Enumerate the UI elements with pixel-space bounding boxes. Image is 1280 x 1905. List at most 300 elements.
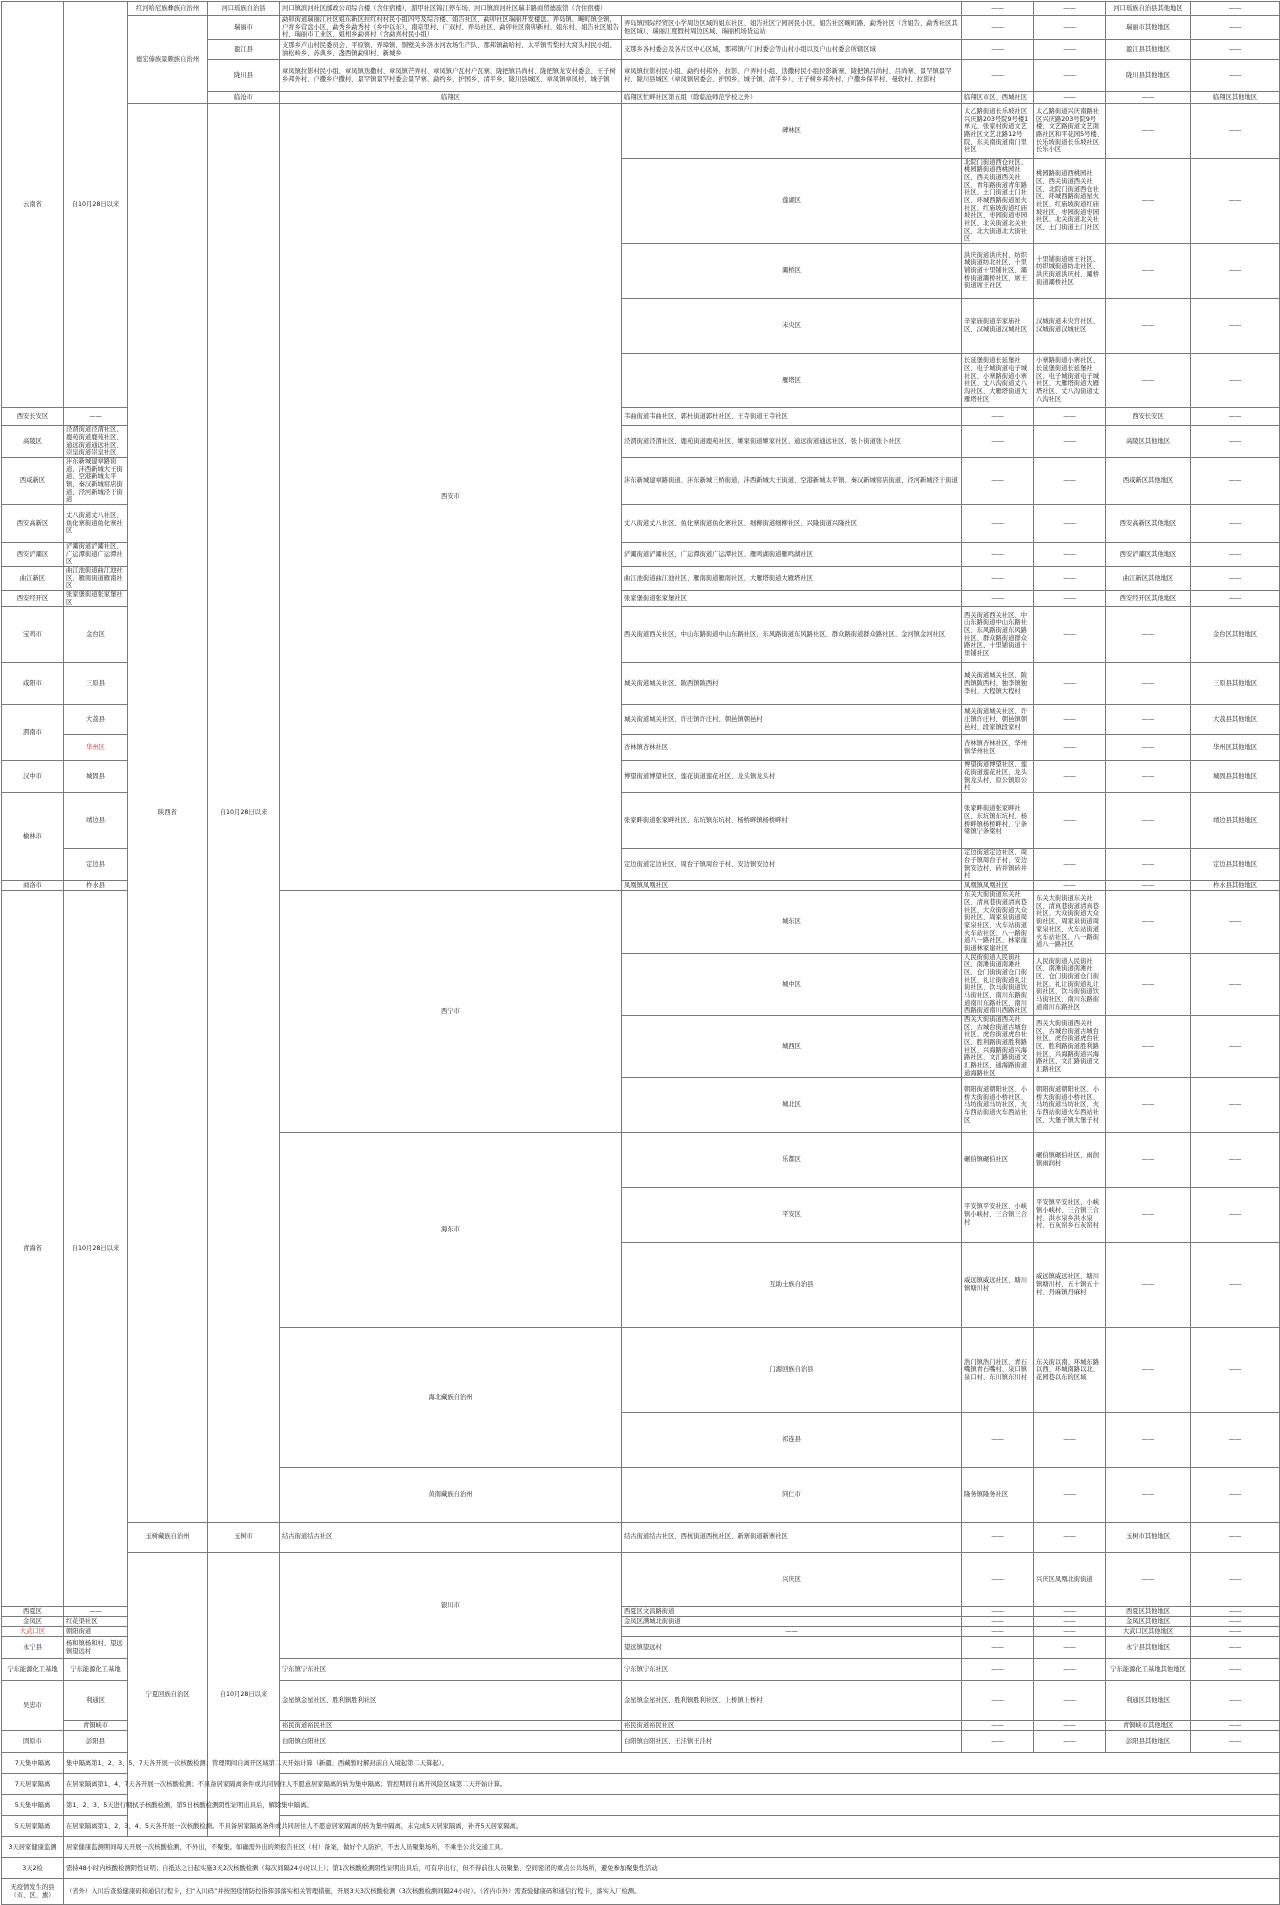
- empty-cell: ——: [1191, 1522, 1280, 1552]
- empty-cell: ——: [1034, 1522, 1106, 1552]
- table-cell: 西夏区: [2, 1607, 64, 1617]
- empty-cell: ——: [1034, 426, 1106, 458]
- empty-cell: ——: [1034, 1721, 1106, 1731]
- table-cell: 西安浐灞区: [2, 542, 64, 566]
- empty-cell: ——: [1034, 590, 1106, 606]
- empty-cell: ——: [1191, 542, 1280, 566]
- table-cell: 临沧市: [208, 92, 280, 104]
- table-cell: 朝阳街道: [64, 1627, 128, 1637]
- table-cell: 门源回族自治县: [622, 1327, 962, 1412]
- table-cell: 凤凰镇凤凰社区: [622, 881, 962, 891]
- table-cell: 瑞丽市: [208, 16, 280, 40]
- empty-cell: ——: [1034, 16, 1106, 40]
- table-cell: 博望街道博望社区、莲花街道莲花社区、龙头镇龙头村: [622, 761, 962, 793]
- table-cell: 汉城街道未央宫社区、汉城街道汉城社区: [1034, 298, 1106, 353]
- empty-cell: ——: [1106, 1133, 1191, 1188]
- empty-cell: ——: [1106, 92, 1191, 104]
- note-text: 在居家隔离第1、4、7天各开展一次核酸检测；不具备居家隔离条件或共同居住人不愿意居家隔离的转为集中隔离；管控期间自离开风险区域第二天开始计算。: [64, 1774, 1280, 1795]
- table-cell: 三原县: [64, 663, 128, 705]
- empty-cell: ——: [1191, 953, 1280, 1015]
- empty-cell: ——: [962, 1522, 1034, 1552]
- empty-cell: ——: [1034, 793, 1106, 849]
- empty-cell: ——: [1191, 1133, 1280, 1188]
- note-text: 在居家隔离第1、2、3、4、5天各开展一次核酸检测。不具备居家隔离条件或共同居住人不愿意居家隔离的转为集中隔离，未完成5天居家隔离，补齐5天居家隔离。: [64, 1816, 1280, 1837]
- empty-cell: ——: [1106, 891, 1191, 953]
- table-row: [2, 2, 1280, 16]
- table-cell: 灞桥区: [622, 244, 962, 299]
- empty-cell: ——: [1191, 1242, 1280, 1327]
- empty-cell: ——: [1034, 1731, 1106, 1753]
- table-cell: 雁塔区: [622, 353, 962, 408]
- empty-cell: ——: [1191, 1552, 1280, 1607]
- table-row: [2, 1552, 1280, 1607]
- empty-cell: ——: [962, 1721, 1034, 1731]
- table-cell: 张家堡街道张家堡社区: [622, 590, 962, 606]
- table-cell: 张家畔街道张家畔社区、东坑镇东坑村、杨桥畔镇杨桥畔村: [622, 793, 962, 849]
- empty-cell: ——: [1191, 504, 1280, 542]
- empty-cell: ——: [1106, 1078, 1191, 1133]
- table-cell: 支那乡各村委会及各片区中心区域，那邦镇户门村委会等山村小组以及户山村委会所辖区域: [622, 40, 962, 60]
- table-cell: 临翔区: [280, 92, 622, 104]
- risk-area-table: [1, 1, 1280, 1905]
- empty-cell: ——: [64, 1607, 128, 1617]
- note-row: [2, 1774, 1280, 1795]
- table-cell: 长延堡街道长延堡社区、电子城街道电子城社区、小寨路街道小寨社区、丈八沟街道丈八沟社区、大雁塔街道大雁塔社区: [962, 353, 1034, 408]
- table-cell: 永宁县其他地区: [1106, 1637, 1191, 1659]
- table-cell: 碾伯镇碾伯社区、雨润镇雨润村: [1034, 1133, 1106, 1188]
- empty-cell: ——: [1191, 1187, 1280, 1242]
- table-cell: 高陵区: [2, 426, 64, 458]
- empty-cell: ——: [1106, 158, 1191, 243]
- empty-cell: ——: [1191, 1468, 1280, 1523]
- table-cell: 沣东新城建章路街道、沣东新城三桥街道、沣西新城大王街道、空港新城太平镇、秦汉新城窑店街道、泾河新城泾干街道: [622, 457, 962, 504]
- empty-cell: ——: [1034, 761, 1106, 793]
- table-cell: 浐灞街道浐灞社区、广运潭街道广运潭社区、雁鸣湖街道雁鸣湖社区: [622, 542, 962, 566]
- note-text: 第1、2、3、5天进行咽拭子核酸检测，第5日核酸检测阴性证明出具后，解除集中隔离。: [64, 1795, 1280, 1816]
- table-cell: 定边街道定边社区、周台子镇周台子村、安边镇安边村: [622, 849, 962, 881]
- empty-cell: ——: [1106, 1016, 1191, 1078]
- empty-cell: ——: [1106, 1327, 1191, 1412]
- table-cell: 咸阳市: [2, 663, 64, 705]
- empty-cell: ——: [1034, 849, 1106, 881]
- empty-cell: ——: [962, 1637, 1034, 1659]
- empty-cell: ——: [1191, 1627, 1280, 1637]
- table-cell: 弄岛镇国际经贸区小学周边区域的姐东社区、姐告社区宁园居民小区，姐告社区畹町路、勐秀社区（含姐告、勐秀社区其他区域）、瑞丽江度假村周边区域、瑞丽机场货运站: [622, 16, 962, 40]
- table-cell: 曲江新区: [2, 566, 64, 590]
- table-cell: 东关大街街道东关社区、清真巷街道清真巷社区、大众街街道大众街社区、周家泉街道周家泉社区、火车站街道火车站社区、八一路街道八一路社区、林家崖街道林家崖社区: [962, 891, 1034, 953]
- table-cell: 裕民街道裕民社区: [280, 1721, 622, 1731]
- table-cell: 人民街街道人民街社区、南滩街道南滩社区、仓门街街道仓门街社区、礼让街街道礼让街社区、饮马街街道饮马街社区、南川东路街道南川东路社区、南川西路街道南川西路社区: [962, 953, 1034, 1015]
- empty-cell: ——: [1106, 849, 1191, 881]
- empty-cell: ——: [1034, 1659, 1106, 1681]
- table-cell: 章凤镇拉影村民小组、勐约村邦外、拉影、户弄村小组、迭撒村民小组拉影新寨、陇把镇吕尚村、吕尚寨、景罕镇景罕村、陇川县城区（章凤镇居委会、护国乡、城子镇、清平乡）、王子树乡邦外村、户撒乡保平村、曼软村、拉影村: [622, 60, 962, 92]
- table-cell: 兴庆区: [622, 1552, 962, 1607]
- table-cell: 三原县其他地区: [1191, 663, 1280, 705]
- empty-cell: ——: [1034, 457, 1106, 504]
- empty-cell: ——: [1034, 60, 1106, 92]
- empty-cell: ——: [1106, 735, 1191, 761]
- table-cell: 桃园路街道西桃园社区、西关街道西关社区、北院门街道西仓社区、环城西路街道星火社区、红庙坡街道红庙坡社区、枣园街道枣园社区、北关街道北关社区、土门街道土门社区: [1034, 158, 1106, 243]
- empty-cell: ——: [962, 1659, 1034, 1681]
- table-cell: 乐都区: [622, 1133, 962, 1188]
- empty-cell: ——: [962, 1627, 1034, 1637]
- note-text: 居家健康监测期间每天开展一次核酸检测，不外出，不聚集。如确需外出的须报告社区（村）备案，做好个人防护，不去人员聚集场所，不乘坐公共交通工具。: [64, 1837, 1280, 1858]
- empty-cell: ——: [1191, 40, 1280, 60]
- empty-cell: ——: [962, 1607, 1034, 1617]
- table-cell: 朝阳街道朝阳社区、小桥大街街道小桥社区、马坊街道马坊社区、火车西站街道火车西站社区、大堡子镇大堡子村: [1034, 1078, 1106, 1133]
- table-cell: 沣东新城建章路街道、沣西新城大王街道、空港新城太平镇、秦汉新城窑店街道、泾河新城泾干街道: [64, 457, 128, 504]
- table-cell: 同仁市: [622, 1468, 962, 1523]
- table-cell: 裕民街道裕民社区: [622, 1721, 962, 1731]
- table-row: [2, 16, 1280, 40]
- table-cell: 韦曲街道韦曲社区、郭杜街道郭杜社区、王寺街道王寺社区: [622, 408, 962, 426]
- table-cell: 望远镇望远村: [622, 1637, 962, 1659]
- table-cell: 丈八街道丈八社区、鱼化寨街道鱼化寨社区、细柳街道细柳社区、兴隆街道兴隆社区: [622, 504, 962, 542]
- empty-cell: ——: [1191, 1327, 1280, 1412]
- table-cell: 莲湖区: [622, 158, 962, 243]
- note-text: 集中隔离第1、2、3、5、7天各开展一次核酸检测；管理期间自离开区域第二天开始计算（新疆、西藏暂时解封前自入境起第二天算起）。: [64, 1753, 1280, 1774]
- empty-cell: ——: [1191, 353, 1280, 408]
- empty-cell: ——: [1191, 158, 1280, 243]
- table-cell: 定边县其他地区: [1191, 849, 1280, 881]
- empty-cell: ——: [1191, 408, 1280, 426]
- table-cell: 红河哈尼族彝族自治州: [128, 2, 208, 16]
- table-cell: 海东市: [280, 1133, 622, 1328]
- table-cell: 西夏区文昌路街道: [622, 1607, 962, 1617]
- table-cell: 大武口区: [2, 1627, 64, 1637]
- table-cell: 西关大街街道西关社区、古城台街道古城台社区、虎台街道虎台社区、胜利路街道胜利路社区、兴海路街道兴海路社区、文汇路街道文汇路社区: [1034, 1016, 1106, 1078]
- table-cell: 银川市: [280, 1552, 622, 1659]
- table-cell: 凤凰镇凤凰社区: [962, 881, 1034, 891]
- table-cell: 十里铺街道席王社区、纺织城街道纺北社区、洪庆街道洪庆村、灞桥街道灞桥社区: [1034, 244, 1106, 299]
- table-cell: 陕西省: [128, 104, 208, 1523]
- table-cell: 榆林市: [2, 793, 64, 881]
- note-text: 需持48小时内核酸检测阴性证明；自抵达之日起实施3天2次核酸检测（每次间隔24小时以上）；第1次核酸检测阴性证明出具后，可有序出行，但不得前往人员聚集、空间密闭的重点公共场所，避免参加聚集性活动: [64, 1858, 1280, 1879]
- empty-cell: ——: [962, 542, 1034, 566]
- table-cell: 自10月28日以来: [64, 891, 128, 1607]
- empty-cell: ——: [1034, 1637, 1106, 1659]
- empty-cell: ——: [1106, 1468, 1191, 1523]
- empty-cell: ——: [1106, 881, 1191, 891]
- table-cell: 彭阳县: [64, 1731, 128, 1753]
- table-cell: 西安浐灞区其他地区: [1106, 542, 1191, 566]
- table-cell: 兴庆区凤凰北街街道: [1034, 1552, 1106, 1607]
- table-cell: 青铜峡市其他地区: [1106, 1721, 1191, 1731]
- table-cell: 临翔区其他地区: [1191, 92, 1280, 104]
- table-cell: 青海省: [2, 891, 64, 1607]
- table-cell: 华州区: [64, 735, 128, 761]
- empty-cell: ——: [1034, 2, 1106, 16]
- table-cell: 宁夏回族自治区: [128, 1552, 208, 1837]
- table-cell: 渭南市: [2, 705, 64, 761]
- table-cell: 太乙路街道兴庆南路社区兴庆路203号院9号楼、文艺路街道文艺南路社区和平花园5号楼、长乐坡街道长乐坡社区长乐小区: [1034, 104, 1106, 159]
- table-cell: 德宏傣族景颇族自治州: [128, 16, 208, 104]
- table-cell: 宁东能源化工基地: [2, 1659, 64, 1681]
- table-row: [2, 104, 1280, 159]
- table-cell: 吴忠市: [2, 1681, 64, 1731]
- table-cell: 大荔县: [64, 705, 128, 735]
- empty-cell: ——: [962, 504, 1034, 542]
- table-cell: 西关大街街道西关社区、古城台街道古城台社区、虎台街道虎台社区、胜利路街道胜利路社区、兴海路街道兴海路社区、文汇路街道文汇路社区、通海路街道通海路社区: [962, 1016, 1034, 1078]
- empty-cell: ——: [962, 2, 1034, 16]
- table-cell: 曲江池街道曲江池社区、雁南街道雁南社区: [64, 566, 128, 590]
- table-cell: 威远镇威远社区、塘川镇塘川村、五十镇五十村、丹麻镇丹麻村: [1034, 1242, 1106, 1327]
- note-label: 5天居家隔离: [2, 1816, 64, 1837]
- empty-cell: ——: [962, 590, 1034, 606]
- note-label: 7天居家隔离: [2, 1774, 64, 1795]
- table-cell: 洪庆街道洪庆村、纺织城街道纺北社区、十里铺街道十里铺社区、灞桥街道灞桥社区、席王街道席王社区: [962, 244, 1034, 299]
- table-cell: 威远镇威远社区、塘川镇塘川村: [962, 1242, 1034, 1327]
- empty-cell: ——: [962, 566, 1034, 590]
- table-cell: 杏林镇杏林社区: [622, 735, 962, 761]
- note-label: 7天集中隔离: [2, 1753, 64, 1774]
- note-row: [2, 1879, 1280, 1905]
- empty-cell: ——: [962, 426, 1034, 458]
- empty-cell: ——: [1034, 607, 1106, 663]
- empty-cell: ——: [1034, 542, 1106, 566]
- note-row: [2, 1795, 1280, 1816]
- table-cell: 定边县: [64, 849, 128, 881]
- table-cell: 大武口区其他地区: [1106, 1627, 1191, 1637]
- table-cell: 临翔区市区、西城社区: [962, 92, 1034, 104]
- table-cell: 永宁县: [2, 1637, 64, 1659]
- table-cell: 结古街道结古社区: [280, 1522, 622, 1552]
- empty-cell: ——: [1034, 566, 1106, 590]
- table-cell: 祁连县: [622, 1413, 962, 1468]
- table-cell: 自10月28日以来: [208, 104, 280, 1523]
- table-cell: 金台区其他地区: [1191, 607, 1280, 663]
- empty-cell: ——: [1191, 2, 1280, 16]
- table-cell: 城中区: [622, 953, 962, 1015]
- table-cell: 城西区: [622, 1016, 962, 1078]
- table-cell: 金台区: [64, 607, 128, 663]
- table-cell: 平安镇平安社区、小峡镇小峡村、三合镇三合村、洪水泉乡洪水泉村、石灰窑乡石灰窑村: [1034, 1187, 1106, 1242]
- table-cell: 利通区: [64, 1681, 128, 1721]
- empty-cell: ——: [1034, 1468, 1106, 1523]
- empty-cell: ——: [1034, 504, 1106, 542]
- empty-cell: ——: [1191, 566, 1280, 590]
- empty-cell: ——: [1191, 1607, 1280, 1617]
- empty-cell: ——: [1106, 1413, 1191, 1468]
- empty-cell: ——: [962, 1681, 1034, 1721]
- empty-cell: ——: [1034, 1607, 1106, 1617]
- table-cell: 小寨路街道小寨社区、长延堡街道长延堡社区、电子城街道电子城社区、大雁塔街道大雁塔社区、丈八沟街道丈八沟社区: [1034, 353, 1106, 408]
- table-cell: 海北藏族自治州: [280, 1327, 622, 1467]
- table-cell: 互助土族自治县: [622, 1242, 962, 1327]
- note-row: [2, 1816, 1280, 1837]
- table-cell: 金凤区: [2, 1617, 64, 1627]
- empty-cell: ——: [1034, 705, 1106, 735]
- table-cell: 城北区: [622, 1078, 962, 1133]
- table-cell: 西咸新区: [2, 457, 64, 504]
- empty-cell: ——: [1191, 1731, 1280, 1753]
- table-cell: 盈江县: [208, 40, 280, 60]
- empty-cell: ——: [1034, 1681, 1106, 1721]
- empty-cell: ——: [962, 1552, 1034, 1607]
- empty-cell: ——: [962, 1413, 1034, 1468]
- table-cell: 西咸新区其他地区: [1106, 457, 1191, 504]
- table-cell: 西安长安区: [1106, 408, 1191, 426]
- empty-cell: ——: [1106, 793, 1191, 849]
- empty-cell: ——: [1191, 1617, 1280, 1627]
- table-cell: 城关街道城关社区、陂西镇陂西村、独李镇独李村、大程镇大程村: [962, 663, 1034, 705]
- empty-cell: ——: [1191, 1681, 1280, 1721]
- table-cell: 白阳镇白阳社区: [280, 1731, 622, 1753]
- table-cell: 浐灞街道浐灞社区、广运潭街道广运潭社区: [64, 542, 128, 566]
- table-cell: 人民街街道人民街社区、南滩街道南滩社区、仓门街街道仓门街社区、礼让街街道礼让街社区、饮马街街道饮马街社区、南川东路街道南川东路社区: [1034, 953, 1106, 1015]
- note-label: 3天2检: [2, 1858, 64, 1879]
- table-cell: 靖边县: [64, 793, 128, 849]
- empty-cell: ——: [1191, 60, 1280, 92]
- table-cell: 西关街道西关社区、中山东路街道中山东路社区、东风路街道东风路社区、群众路街道群众路社区、十里铺街道十里铺社区: [962, 607, 1034, 663]
- table-cell: 彭阳县其他地区: [1106, 1731, 1191, 1753]
- empty-cell: ——: [1034, 735, 1106, 761]
- empty-cell: ——: [1191, 426, 1280, 458]
- table-cell: 临翔区忙畔社区第五组（除临沧师范学校之外）: [622, 92, 962, 104]
- empty-cell: ——: [64, 408, 128, 426]
- table-cell: 大荔县其他地区: [1191, 705, 1280, 735]
- table-cell: 西安长安区: [2, 408, 64, 426]
- table-cell: 勐卯街道瑞丽江社区姐东新区拉红村村民小组四号及综合楼、姐告社区、勐卯社区瑞丽开发楼盘、弄岛镇、畹町镇全镇，户育乡营盘小区，勐秀乡勐秀村（乡中以东）、南京里村、广双村、弄岛社区、勐卯社区南卯新村、姐东村、姐告社区姐告村、瑞丽市工业区、姐相乡勐喜村（含勐喜村民小组）: [280, 16, 622, 40]
- table-cell: 陇川县其他地区: [1106, 60, 1191, 92]
- table-cell: 金星镇金星社区、胜利镇胜利社区: [280, 1681, 622, 1721]
- table-cell: 西安经开区其他地区: [1106, 590, 1191, 606]
- table-cell: 西关街道西关社区、中山东路街道中山东路社区、东风路街道东风路社区、群众路街道群众路社区、金河镇金河社区: [622, 607, 962, 663]
- empty-cell: ——: [1191, 16, 1280, 40]
- table-cell: 章凤镇拉影村民小组、章凤镇迭撒村、章凤镇芒弄村、章凤镇户瓦村户瓦寨、陇把镇吕尚村、陇把镇龙安村委会、王子树乡邦外村、户撒乡户撒村、景罕镇景罕村委会景罕寨、勐约乡、护国乡、清平乡、陇川县城区、章凤镇章凤村、城子镇: [280, 60, 622, 92]
- empty-cell: ——: [1191, 590, 1280, 606]
- empty-cell: ——: [962, 16, 1034, 40]
- note-row: [2, 1858, 1280, 1879]
- table-cell: 城关街道城关社区、许庄镇许庄村、朝邑镇朝邑村、段家镇段家村: [962, 705, 1034, 735]
- empty-cell: ——: [1191, 244, 1280, 299]
- empty-cell: ——: [1034, 1617, 1106, 1627]
- empty-cell: ——: [1191, 1413, 1280, 1468]
- table-cell: 柞水县: [64, 881, 128, 891]
- table-cell: 定边街道定边社区、周台子镇周台子村、安边镇安边村、砖井镇砖井村: [962, 849, 1034, 881]
- table-cell: 未央区: [622, 298, 962, 353]
- table-cell: 曲江新区其他地区: [1106, 566, 1191, 590]
- empty-cell: ——: [962, 1731, 1034, 1753]
- table-cell: 城固县其他地区: [1191, 761, 1280, 793]
- table-cell: 西安市: [280, 104, 622, 891]
- table-cell: 太乙路街道长乐坡社区兴庆路203号院9号楼1单元、张家村街道文艺路社区文艺北路12号院、东关南街道南门里社区: [962, 104, 1034, 159]
- empty-cell: ——: [1191, 457, 1280, 504]
- table-cell: 红花渠社区: [64, 1617, 128, 1627]
- table-cell: 自10月28日以来: [208, 1552, 280, 1837]
- table-cell: 东关街以南、环城东路以西、环城南路以北、花园巷以东的区域: [1034, 1327, 1106, 1412]
- table-cell: 结古街道结古社区、西杭街道西杭社区、新寨街道新寨社区: [622, 1522, 962, 1552]
- table-row: [2, 1522, 1280, 1552]
- table-cell: 利通区其他地区: [1106, 1681, 1191, 1721]
- empty-cell: ——: [962, 60, 1034, 92]
- empty-cell: ——: [1106, 607, 1191, 663]
- table-cell: 平安区: [622, 1187, 962, 1242]
- note-text: （省外）入川后查验健康码和通信行程卡，扫“入川码”并按照疫情防控指挥部落实相关管理措施，开展3天3次核酸检测（3次核酸检测间隔24小时）。（省内市外）需查验健康码和通信行程卡，落实入厂检测。: [64, 1879, 1280, 1905]
- table-cell: 宁东镇宁东社区: [622, 1659, 962, 1681]
- empty-cell: ——: [962, 408, 1034, 426]
- table-cell: 白阳镇白阳社区、王洼镇王洼村: [622, 1731, 962, 1753]
- table-cell: 宁东镇宁东社区: [280, 1659, 622, 1681]
- table-cell: 商洛市: [2, 881, 64, 891]
- table-cell: 城固县: [64, 761, 128, 793]
- empty-cell: ——: [1106, 353, 1191, 408]
- empty-cell: ——: [1106, 663, 1191, 705]
- empty-cell: ——: [1191, 104, 1280, 159]
- empty-cell: ——: [1191, 1721, 1280, 1731]
- table-cell: 宁东能源化工基地其他地区: [1106, 1659, 1191, 1681]
- table-cell: 碑林区: [622, 104, 962, 159]
- table-cell: 朝阳街道朝阳社区、小桥大街街道小桥社区、马坊街道马坊社区、火车西站街道火车西站社区: [962, 1078, 1034, 1133]
- table-cell: 靖边县其他地区: [1191, 793, 1280, 849]
- empty-cell: ——: [1034, 1627, 1106, 1637]
- table-cell: 盈江县其他地区: [1106, 40, 1191, 60]
- table-cell: 平安镇平安社区、小峡镇小峡村、三合镇三合村: [962, 1187, 1034, 1242]
- table-cell: 张家畔街道张家畔社区、东坑镇东坑村、杨桥畔镇杨桥畔村、宁条梁镇宁条梁村: [962, 793, 1034, 849]
- empty-cell: ——: [1106, 298, 1191, 353]
- table-cell: 西宁市: [280, 891, 622, 1133]
- table-cell: 金凤区满城北街街道: [622, 1617, 962, 1627]
- table-cell: 辛家庙街道辛家庙社区、汉城街道汉城社区: [962, 298, 1034, 353]
- empty-cell: ——: [1191, 1078, 1280, 1133]
- empty-cell: ——: [1191, 1016, 1280, 1078]
- table-cell: 西安经开区: [2, 590, 64, 606]
- table-cell: 碾伯镇碾伯社区: [962, 1133, 1034, 1188]
- table-cell: 玉树市其他地区: [1106, 1522, 1191, 1552]
- table-cell: 博望街道博望社区、莲花街道莲花社区、龙头镇龙头村、原公镇原公村: [962, 761, 1034, 793]
- table-cell: 汉中市: [2, 761, 64, 793]
- empty-cell: ——: [1106, 1187, 1191, 1242]
- empty-cell: ——: [1106, 104, 1191, 159]
- empty-cell: ——: [1106, 244, 1191, 299]
- empty-cell: ——: [1106, 953, 1191, 1015]
- empty-cell: ——: [622, 1627, 962, 1637]
- empty-cell: ——: [962, 40, 1034, 60]
- empty-cell: ——: [1106, 1552, 1191, 1607]
- empty-cell: ——: [1034, 408, 1106, 426]
- note-label: 3天居家健康监测: [2, 1837, 64, 1858]
- table-cell: 泾渭街道泾渭社区、鹿苑街道鹿苑社区、通远街道通远社区、崇皇街道崇皇社区: [64, 426, 128, 458]
- table-cell: 杨和镇杨和村、望远镇望远村: [64, 1637, 128, 1659]
- table-cell: 河口瑶族自治县: [208, 2, 280, 16]
- table-cell: 东关大街街道东关社区、清真巷街道清真巷社区、大众街街道大众街社区、周家泉街道周家泉社区、火车站街道火车站社区、八一路街道八一路社区: [1034, 891, 1106, 953]
- table-cell: 固原市: [2, 1731, 64, 1753]
- table-cell: 高陵区其他地区: [1106, 426, 1191, 458]
- empty-cell: ——: [1191, 1637, 1280, 1659]
- note-row: [2, 1753, 1280, 1774]
- table-cell: 云南省: [2, 2, 64, 408]
- empty-cell: ——: [1191, 891, 1280, 953]
- table-cell: 河口瑶族自治县其他地区: [1106, 2, 1191, 16]
- note-row: [2, 1837, 1280, 1858]
- table-cell: 丈八街道丈八社区、鱼化寨街道鱼化寨社区: [64, 504, 128, 542]
- table-cell: 北院门街道西仓社区、桃园路街道西桃园社区、西关街道西关社区、青年路街道青年路社区、土门街道土门社区、环城西路街道星火社区、红庙坡街道红庙坡社区、枣园街道枣园社区、北关街道北关社区、北大街道北大街社区: [962, 158, 1034, 243]
- table-cell: 玉树市: [208, 1522, 280, 1552]
- table-cell: 支那乡卢山村民委员会、平原镇、弄璋镇、铜壁关乡洛水河农场生产队、那邦镇勐哈村、太平镇雪梨村大窝头村民小组、油松岭乡、苏典乡、盏西镇勐卯村、新城乡: [280, 40, 622, 60]
- table-cell: 西安高新区: [2, 504, 64, 542]
- table-cell: 瑞丽市其他地区: [1106, 16, 1191, 40]
- note-label: 5天集中隔离: [2, 1795, 64, 1816]
- table-cell: 宝鸡市: [2, 607, 64, 663]
- table-cell: 西夏区其他地区: [1106, 1607, 1191, 1617]
- table-cell: 黄南藏族自治州: [280, 1468, 622, 1523]
- table-cell: 城关街道城关社区、陂西镇陂西村: [622, 663, 962, 705]
- table-cell: 自10月28日以来: [64, 2, 128, 408]
- empty-cell: ——: [1034, 92, 1106, 104]
- note-label: 无疫情发生的县（市、区、旗）: [2, 1879, 64, 1905]
- table-cell: 杏林镇杏林社区、华州镇华州社区: [962, 735, 1034, 761]
- table-cell: 玉树藏族自治州: [128, 1522, 208, 1552]
